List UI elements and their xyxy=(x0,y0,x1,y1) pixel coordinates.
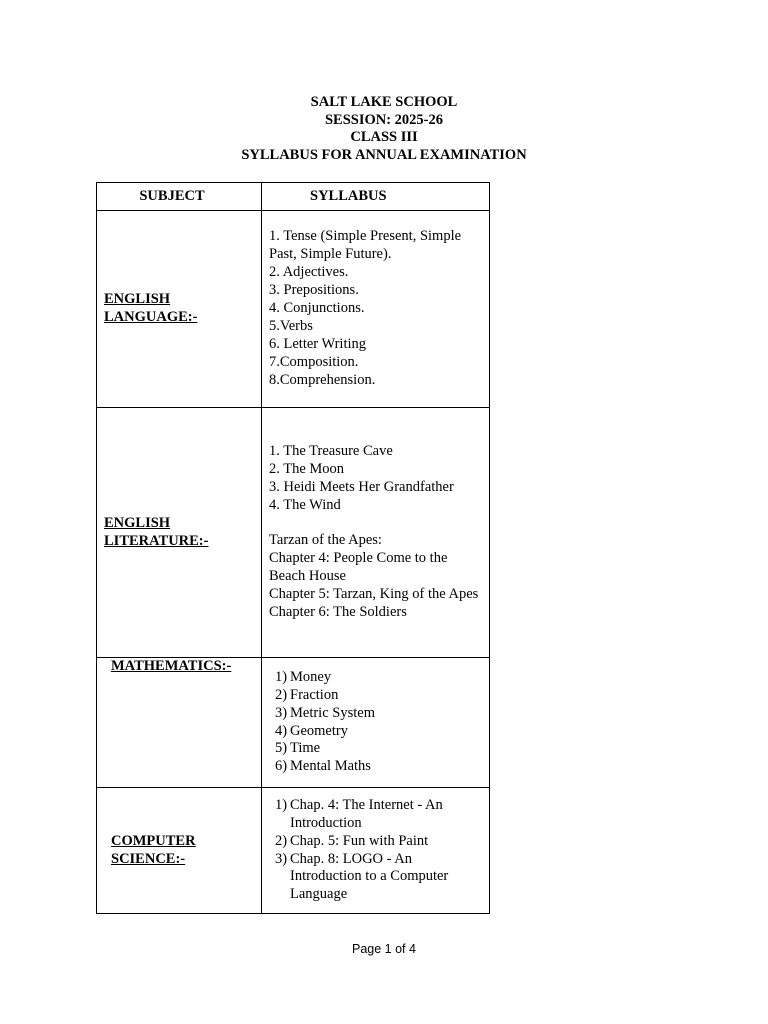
syllabus-item: 7.Composition. xyxy=(269,353,359,370)
syllabus-item: Chapter 5: Tarzan, King of the Apes xyxy=(269,586,479,603)
subject-computer-science xyxy=(97,788,262,914)
page-number: Page 1 of 4 xyxy=(352,942,416,956)
subject-english-literature xyxy=(97,408,262,658)
table-header-row xyxy=(97,183,490,211)
syllabus-item: 6. Letter Writing xyxy=(269,335,366,352)
list-item: 2) Chap. 5: Fun with Paint xyxy=(275,832,429,849)
syllabus-item: 4. Conjunctions. xyxy=(269,300,365,317)
subject-label: COMPUTER SCIENCE:- xyxy=(111,832,196,867)
list-item: 3) Chap. 8: LOGO - An Introduction to a Computer Language xyxy=(275,850,449,903)
subject-label: MATHEMATICS:- xyxy=(111,658,232,674)
syllabus-list xyxy=(262,669,485,776)
session-label: SESSION: 2025-26 xyxy=(324,111,444,128)
syllabus-item: 2. The Moon xyxy=(269,460,345,477)
syllabus-mathematics xyxy=(262,658,490,788)
school-name: SALT LAKE SCHOOL xyxy=(310,94,458,110)
list-item: 2) Fraction xyxy=(275,686,339,703)
spacer xyxy=(269,515,485,533)
syllabus-item: 3. Prepositions. xyxy=(269,282,359,299)
syllabus-item: Chapter 6: The Soldiers xyxy=(269,604,407,621)
syllabus-item: 1. Tense (Simple Present, Simple Past, Simple Future). xyxy=(269,228,462,263)
syllabus-english-language xyxy=(262,211,490,408)
subject-english-language xyxy=(97,211,262,408)
table-row xyxy=(97,658,490,788)
header-syllabus: SYLLABUS xyxy=(262,183,490,211)
syllabus-item: 2. Adjectives. xyxy=(269,264,349,281)
list-item: 1) Chap. 4: The Internet - An Introduction xyxy=(275,796,443,831)
table-row xyxy=(97,408,490,658)
syllabus-list xyxy=(262,797,485,904)
syllabus-table xyxy=(96,182,490,914)
novel-title: Tarzan of the Apes: xyxy=(269,532,382,549)
syllabus-item: 1. The Treasure Cave xyxy=(269,442,393,459)
list-item: 1) Money xyxy=(275,668,332,685)
document-title: SYLLABUS FOR ANNUAL EXAMINATION xyxy=(241,146,527,163)
list-item: 6) Mental Maths xyxy=(275,758,371,775)
list-item: 4) Geometry xyxy=(275,722,348,739)
list-item: 5) Time xyxy=(275,740,321,757)
table-row xyxy=(97,211,490,408)
header-subject: SUBJECT xyxy=(97,183,262,211)
subject-label: ENGLISH LANGUAGE:- xyxy=(104,291,198,325)
list-item: 3) Metric System xyxy=(275,704,375,721)
class-label: CLASS III xyxy=(350,129,418,146)
syllabus-item: 8.Comprehension. xyxy=(269,371,376,388)
syllabus-item: 4. The Wind xyxy=(269,496,341,513)
subject-mathematics xyxy=(97,658,262,788)
document-header xyxy=(0,94,768,164)
table-row xyxy=(97,788,490,914)
syllabus-english-literature xyxy=(262,408,490,658)
syllabus-item: 3. Heidi Meets Her Grandfather xyxy=(269,478,454,495)
syllabus-item: Chapter 4: People Come to the Beach House xyxy=(269,550,448,585)
syllabus-item: 5.Verbs xyxy=(269,317,313,334)
subject-label: ENGLISH LITERATURE:- xyxy=(104,514,209,549)
syllabus-computer-science xyxy=(262,788,490,914)
